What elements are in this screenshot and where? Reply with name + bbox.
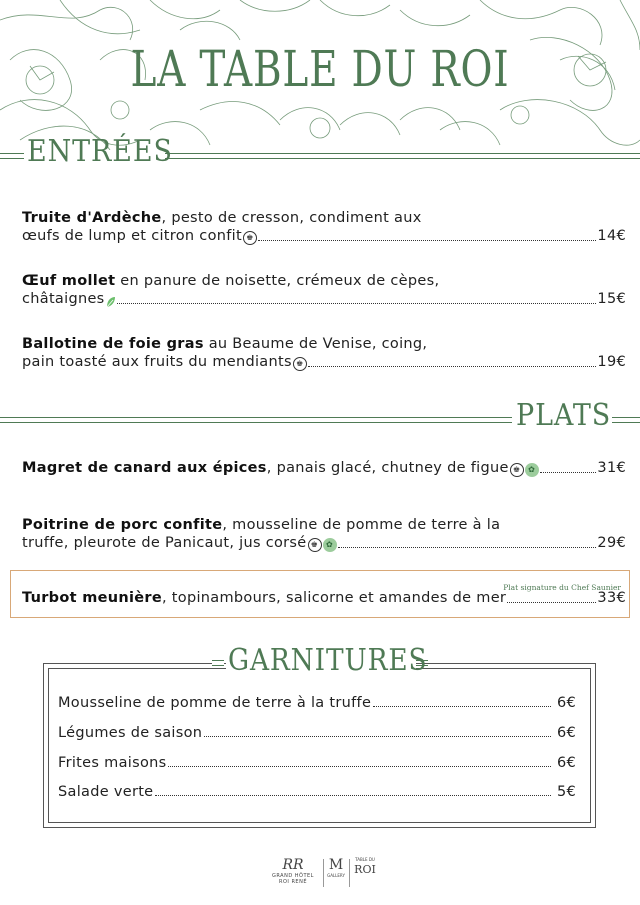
dish-price: 19€	[597, 354, 626, 370]
rule-left	[212, 660, 224, 666]
rule-right	[165, 153, 640, 159]
menu-item	[22, 272, 626, 308]
logo-text: TABLE DU	[355, 857, 375, 862]
menu-item	[22, 459, 626, 477]
dish-name: Turbot meunière	[22, 590, 162, 606]
side-label: Mousseline de pomme de terre à la truffe	[58, 695, 372, 711]
dot-leader	[338, 546, 597, 548]
dot-leader	[540, 471, 597, 473]
chef-hat-icon: ♚	[510, 463, 524, 477]
dot-leader	[117, 302, 597, 304]
side-label: Salade verte	[58, 784, 154, 800]
section-heading-entrees: ENTRÉES	[27, 134, 173, 169]
section-heading-plats: PLATS	[516, 398, 612, 433]
gallery-logo	[325, 857, 347, 878]
logo-monogram: RR	[282, 857, 304, 873]
dish-description: , panais glacé, chutney de figue	[266, 460, 509, 476]
local-product-icon: ✿	[525, 463, 539, 477]
page-title: LA TABLE DU ROI	[130, 40, 510, 98]
dish-description: truffe, pleurote de Panicaut, jus corsé	[22, 535, 307, 551]
menu-item	[22, 335, 626, 371]
dish-price: 31€	[597, 460, 626, 476]
side-item	[58, 784, 576, 800]
chef-hat-icon: ♚	[308, 538, 322, 552]
menu-item	[22, 209, 626, 245]
vegetarian-leaf-icon	[106, 296, 116, 308]
chef-hat-icon: ♚	[243, 231, 257, 245]
dish-description: pain toasté aux fruits du mendiants	[22, 354, 292, 370]
menu-item	[22, 589, 626, 607]
logo-text: GALLERY	[327, 873, 345, 878]
side-price: 6€	[556, 695, 576, 711]
logo-text: ROI RENÉ	[278, 879, 307, 885]
dish-description: en panure de noisette, crémeux de cèpes,	[115, 273, 440, 289]
side-price: 5€	[556, 784, 576, 800]
dish-price: 29€	[597, 535, 626, 551]
side-label: Légumes de saison	[58, 725, 203, 741]
local-product-icon: ✿	[323, 538, 337, 552]
dish-name: Œuf mollet	[22, 273, 116, 289]
dish-price: 33€	[597, 590, 626, 606]
dot-leader	[373, 705, 551, 707]
dish-price: 14€	[597, 228, 626, 244]
side-price: 6€	[556, 725, 576, 741]
side-label: Frites maisons	[58, 755, 167, 771]
section-heading-garnitures: GARNITURES	[228, 643, 428, 678]
menu-item	[22, 516, 626, 552]
header-banner	[0, 0, 640, 150]
dot-leader	[258, 239, 596, 241]
rule-right	[416, 660, 428, 666]
side-item	[58, 755, 576, 771]
divider	[323, 859, 324, 887]
rule-left	[0, 153, 24, 159]
dish-name: Truite d'Ardèche	[22, 210, 162, 226]
side-item	[58, 695, 576, 711]
dish-description: , mousseline de pomme de terre à la	[222, 517, 501, 533]
chef-hat-icon: ♚	[293, 357, 307, 371]
side-price: 6€	[556, 755, 576, 771]
garnitures-box	[43, 663, 596, 828]
dish-price: 15€	[597, 291, 626, 307]
dish-description: , topinambours, salicorne et amandes de mer	[161, 590, 507, 606]
dot-leader	[507, 601, 596, 603]
side-item	[58, 725, 576, 741]
signature-label: Plat signature du Chef Saunier	[503, 583, 621, 592]
dot-leader	[168, 765, 550, 767]
dish-name: Ballotine de foie gras	[22, 336, 204, 352]
logo-monogram: M	[328, 857, 344, 873]
dot-leader	[204, 735, 551, 737]
rule-right	[612, 417, 640, 423]
dish-description: au Beaume de Venise, coing,	[203, 336, 428, 352]
logo-text: GRAND HÔTEL	[272, 873, 314, 879]
divider	[349, 859, 350, 887]
rule-left	[0, 417, 512, 423]
table-du-roi-logo	[351, 857, 379, 876]
dish-description: , pesto de cresson, condiment aux	[161, 210, 422, 226]
grand-hotel-logo	[265, 857, 321, 885]
dish-name: Poitrine de porc confite	[22, 517, 223, 533]
logo-monogram: ROI	[354, 863, 376, 876]
dot-leader	[308, 365, 597, 367]
footer-logos	[265, 857, 385, 891]
dish-description: œufs de lump et citron confit	[22, 228, 242, 244]
dot-leader	[155, 794, 551, 796]
dish-description: châtaignes	[22, 291, 105, 307]
dish-name: Magret de canard aux épices	[22, 460, 267, 476]
